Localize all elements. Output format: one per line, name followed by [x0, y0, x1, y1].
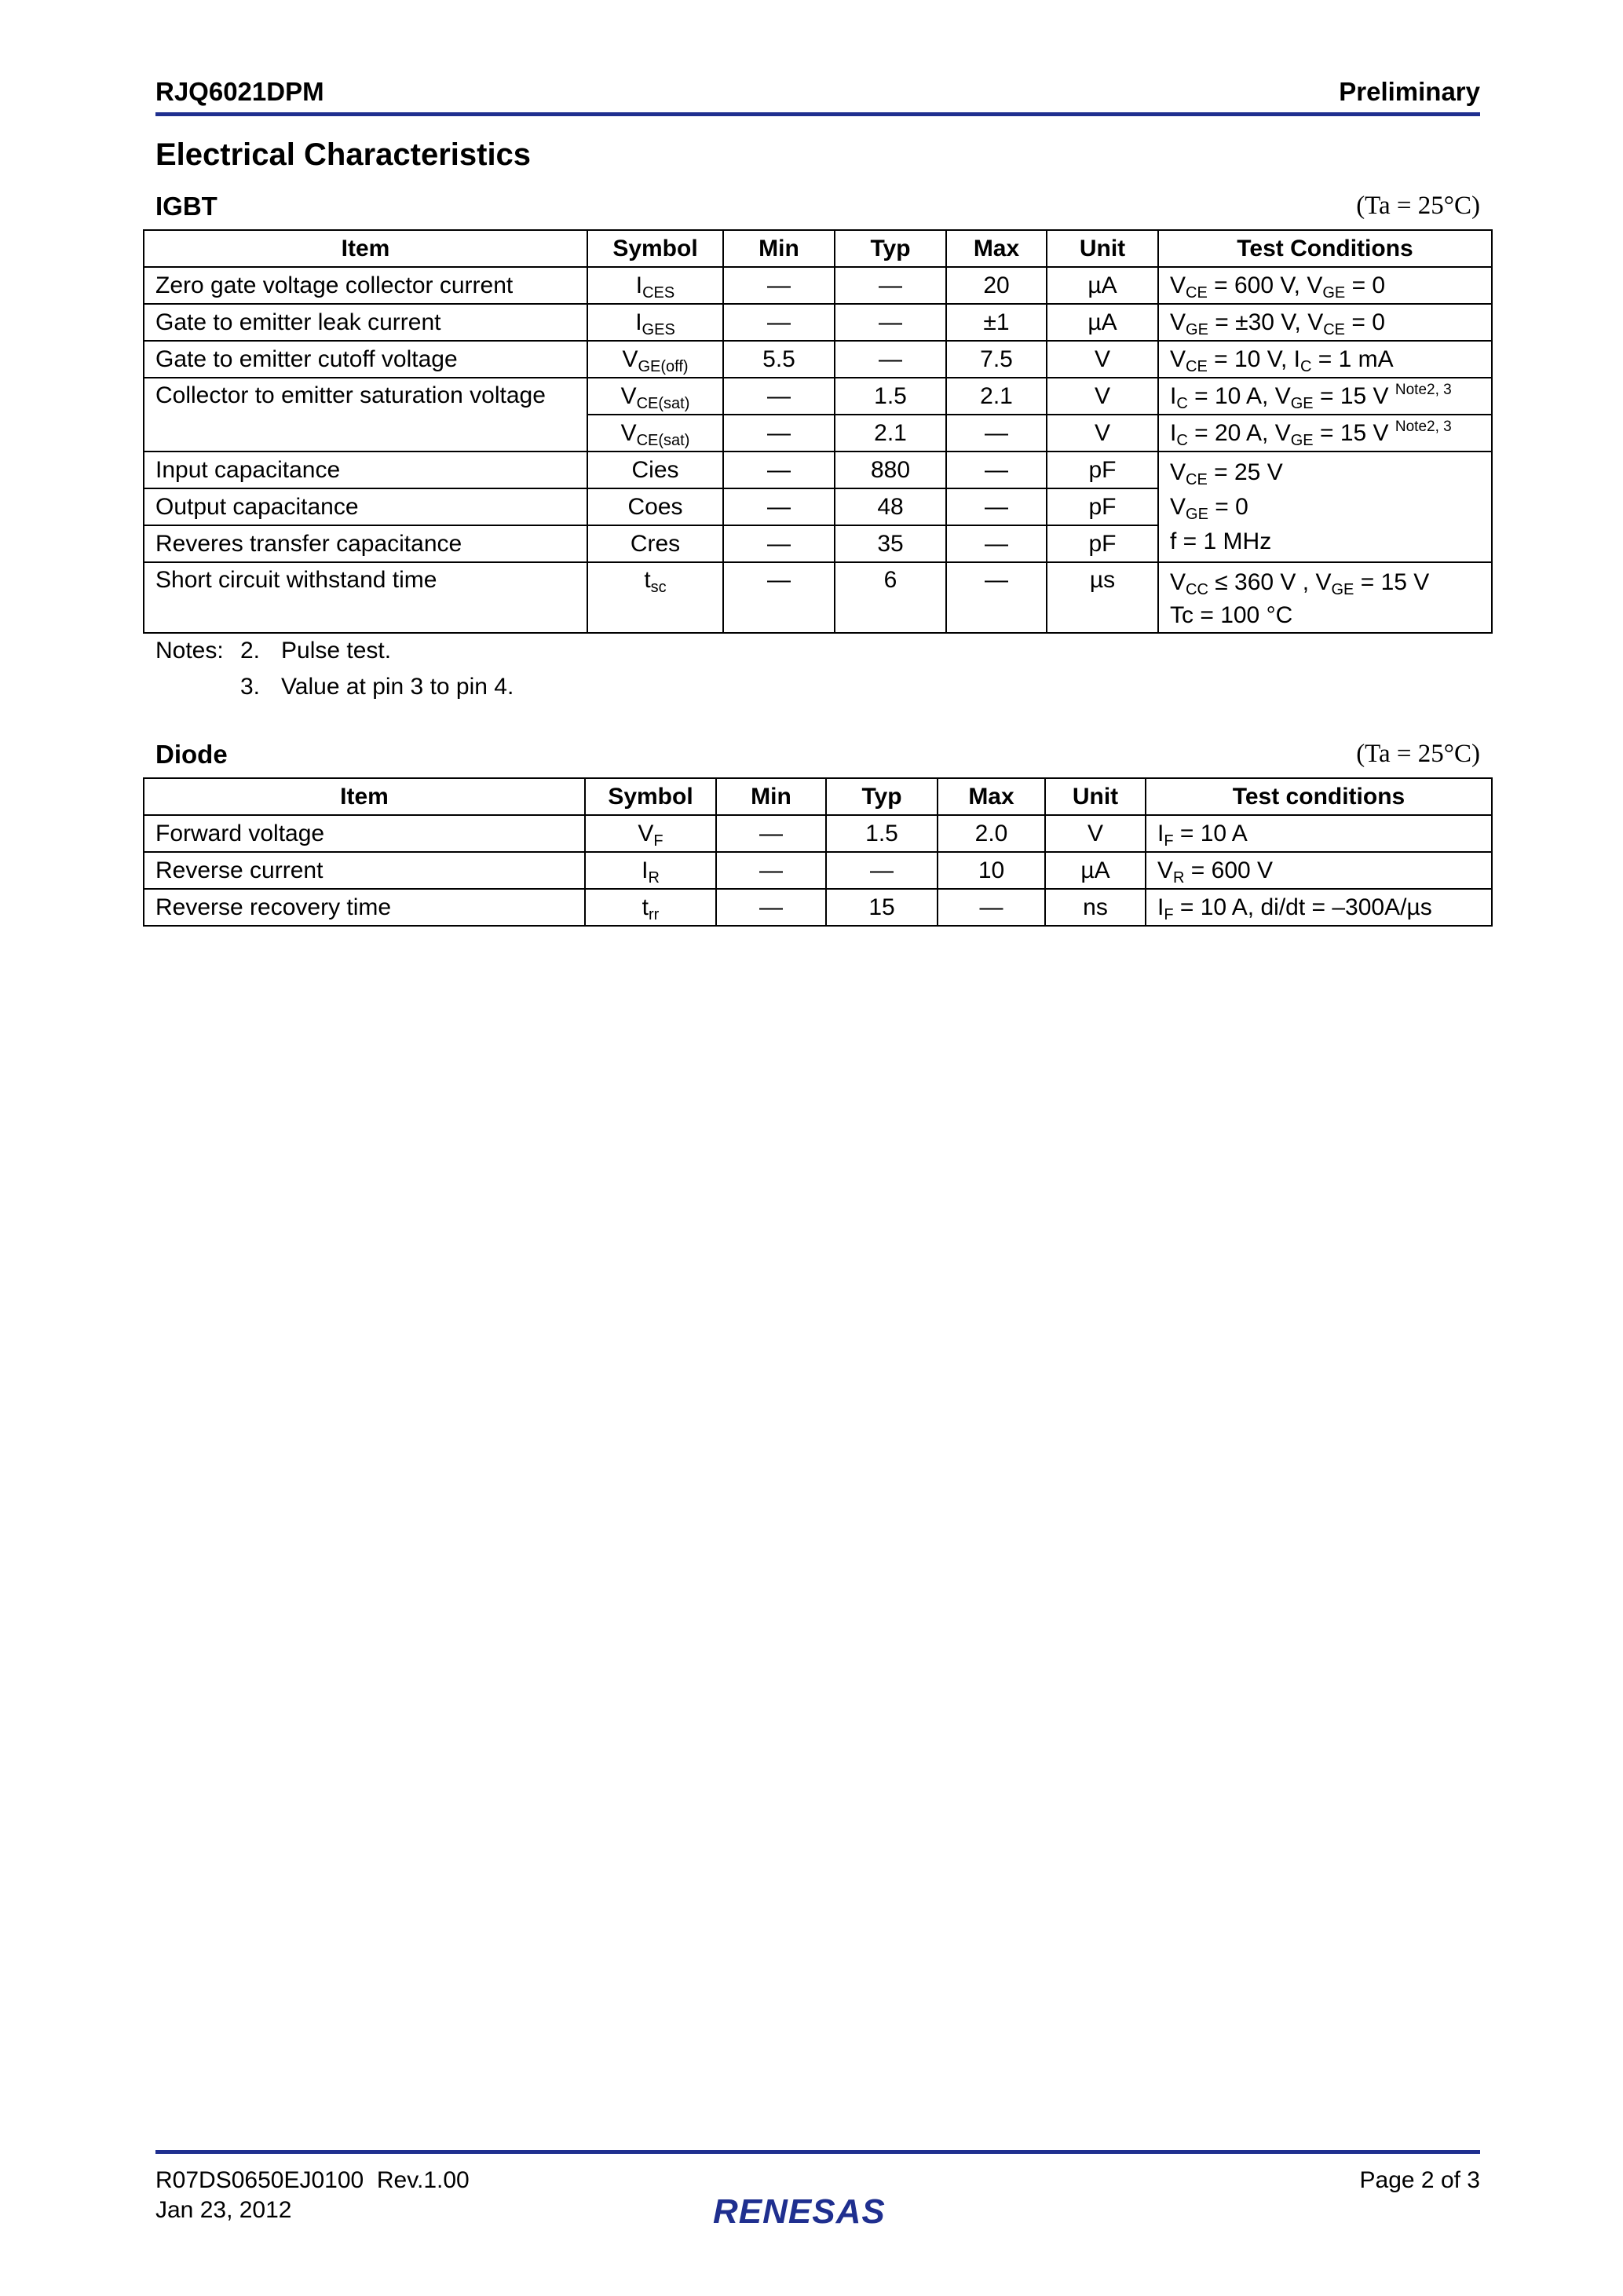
cell-typ: 2.1 — [835, 415, 946, 452]
cell-item: Gate to emitter leak current — [144, 304, 587, 341]
cell-test-conditions: $V_{CC} \le 360$ V , $V_{GE} = 15$ V Tc = 100 °C — [1158, 562, 1492, 633]
col-header-unit: Unit — [1047, 230, 1158, 267]
cell-symbol: $I_R$ — [585, 852, 716, 889]
cell-test-conditions: $V_{CE} = 600$ V, $V_{GE} = 0$ — [1158, 267, 1492, 304]
cell-min: — — [723, 562, 835, 633]
col-header-typ: Typ — [835, 230, 946, 267]
cell-symbol: Cies — [587, 452, 723, 488]
cell-typ: 48 — [835, 488, 946, 525]
igbt-characteristics-table — [143, 229, 1493, 634]
cell-test-conditions: $I_F = 10$ A, di/dt = –300A/µs — [1146, 889, 1492, 926]
cell-typ: 1.5 — [826, 815, 938, 852]
cell-item: Reverse current — [144, 852, 585, 889]
col-header-unit: Unit — [1045, 778, 1146, 815]
cell-unit: pF — [1047, 525, 1158, 562]
cell-min: — — [716, 815, 826, 852]
cell-min: — — [723, 267, 835, 304]
cell-unit: µs — [1047, 562, 1158, 633]
cell-typ: 15 — [826, 889, 938, 926]
cell-max: ±1 — [946, 304, 1047, 341]
cell-item: Zero gate voltage collector current — [144, 267, 587, 304]
cell-max: 20 — [946, 267, 1047, 304]
part-number: RJQ6021DPM — [155, 77, 324, 106]
cell-min: — — [723, 415, 835, 452]
cell-max: 2.1 — [946, 378, 1047, 415]
cell-symbol: $V_F$ — [585, 815, 716, 852]
page-number: Page 2 of 3 — [1359, 2167, 1480, 2193]
cell-typ: 1.5 — [835, 378, 946, 415]
table-row — [144, 852, 1492, 889]
cell-symbol: Coes — [587, 488, 723, 525]
cell-symbol: $t_{rr}$ — [585, 889, 716, 926]
notes — [155, 633, 514, 705]
table-row — [144, 452, 1492, 488]
cell-unit: V — [1047, 378, 1158, 415]
col-header-typ: Typ — [826, 778, 938, 815]
table-row — [144, 341, 1492, 378]
cell-item: Output capacitance — [144, 488, 587, 525]
document-number: R07DS0650EJ0100 — [155, 2167, 364, 2193]
cell-unit: µA — [1047, 267, 1158, 304]
table-row — [144, 562, 1492, 633]
cell-max: — — [946, 452, 1047, 488]
cell-typ: — — [835, 304, 946, 341]
table-header-row — [144, 230, 1492, 267]
cell-symbol: $V_{GE(off)}$ — [587, 341, 723, 378]
note-reference: Note2, 3 — [1395, 418, 1452, 435]
col-header-max: Max — [938, 778, 1045, 815]
cell-item: Forward voltage — [144, 815, 585, 852]
page-title: Electrical Characteristics — [155, 137, 532, 172]
cell-min: 5.5 — [723, 341, 835, 378]
cell-item: Short circuit withstand time — [144, 562, 587, 633]
table-header-row — [144, 778, 1492, 815]
cell-typ: 35 — [835, 525, 946, 562]
cell-test-conditions: $I_F = 10$ A — [1146, 815, 1492, 852]
document-status: Preliminary — [1339, 77, 1480, 106]
col-header-test-conditions: Test conditions — [1146, 778, 1492, 815]
cell-max: 10 — [938, 852, 1045, 889]
note-reference: Note2, 3 — [1395, 381, 1452, 398]
cell-min: — — [723, 525, 835, 562]
cell-item: Input capacitance — [144, 452, 587, 488]
cell-min: — — [723, 452, 835, 488]
note-item: Notes: 2. Pulse test. — [155, 633, 514, 669]
cell-unit: pF — [1047, 452, 1158, 488]
cell-typ: — — [835, 267, 946, 304]
notes-label: Notes: — [155, 638, 224, 664]
cell-typ: 880 — [835, 452, 946, 488]
cell-min: — — [723, 488, 835, 525]
cell-symbol: $I_{CES}$ — [587, 267, 723, 304]
cell-max: — — [946, 562, 1047, 633]
cell-max: — — [946, 488, 1047, 525]
header-divider — [155, 112, 1480, 116]
cell-item: Collector to emitter saturation voltage — [144, 378, 587, 452]
cell-symbol: Cres — [587, 525, 723, 562]
footer-doc-info — [155, 2166, 470, 2225]
table-row — [144, 378, 1492, 415]
igbt-temperature-condition: (Ta = 25°C) — [1356, 192, 1480, 220]
col-header-min: Min — [716, 778, 826, 815]
cell-min: — — [716, 889, 826, 926]
note-item: 3. Value at pin 3 to pin 4. — [240, 674, 514, 700]
revision: Rev.1.00 — [376, 2167, 470, 2193]
cell-min: — — [716, 852, 826, 889]
cell-item: Reverse recovery time — [144, 889, 585, 926]
col-header-test-conditions: Test Conditions — [1158, 230, 1492, 267]
cell-unit: pF — [1047, 488, 1158, 525]
col-header-symbol: Symbol — [585, 778, 716, 815]
cell-item: Reveres transfer capacitance — [144, 525, 587, 562]
cell-test-conditions: $I_C = 10$ A, $V_{GE} = 15$ V $^{Note2, 3}$ — [1158, 378, 1492, 415]
issue-date: Jan 23, 2012 — [155, 2197, 292, 2223]
cell-typ: — — [835, 341, 946, 378]
cell-symbol: $I_{GES}$ — [587, 304, 723, 341]
cell-unit: V — [1047, 341, 1158, 378]
cell-test-conditions-capacitance: $V_{CE} = 25$ V $V_{GE} = 0$ f = 1 MHz — [1158, 452, 1492, 562]
diode-temperature-condition: (Ta = 25°C) — [1356, 740, 1480, 768]
cell-max: 7.5 — [946, 341, 1047, 378]
cell-symbol: $V_{CE(sat)}$ — [587, 378, 723, 415]
cell-unit: µA — [1047, 304, 1158, 341]
table-row — [144, 267, 1492, 304]
cell-max: — — [946, 525, 1047, 562]
table-row — [144, 304, 1492, 341]
col-header-item: Item — [144, 230, 587, 267]
cell-test-conditions: $V_R = 600$ V — [1146, 852, 1492, 889]
table-row — [144, 889, 1492, 926]
cell-typ: 6 — [835, 562, 946, 633]
cell-unit: ns — [1045, 889, 1146, 926]
renesas-logo: RENESAS — [713, 2192, 886, 2231]
cell-unit: V — [1045, 815, 1146, 852]
cell-max: 2.0 — [938, 815, 1045, 852]
table-row — [144, 815, 1492, 852]
cell-item: Gate to emitter cutoff voltage — [144, 341, 587, 378]
cell-unit: µA — [1045, 852, 1146, 889]
col-header-symbol: Symbol — [587, 230, 723, 267]
igbt-section-title: IGBT — [155, 192, 217, 221]
footer-divider — [155, 2150, 1480, 2154]
cell-test-conditions: $V_{GE} = \pm 30$ V, $V_{CE} = 0$ — [1158, 304, 1492, 341]
cell-max: — — [938, 889, 1045, 926]
cell-unit: V — [1047, 415, 1158, 452]
cell-min: — — [723, 304, 835, 341]
col-header-max: Max — [946, 230, 1047, 267]
col-header-item: Item — [144, 778, 585, 815]
cell-min: — — [723, 378, 835, 415]
cell-test-conditions: $V_{CE} = 10$ V, $I_C = 1$ mA — [1158, 341, 1492, 378]
cell-symbol: $V_{CE(sat)}$ — [587, 415, 723, 452]
cell-test-conditions: $I_C = 20$ A, $V_{GE} = 15$ V $^{Note2, 3}$ — [1158, 415, 1492, 452]
cell-typ: — — [826, 852, 938, 889]
cell-max: — — [946, 415, 1047, 452]
diode-characteristics-table — [143, 777, 1493, 927]
diode-section-title: Diode — [155, 740, 228, 769]
cell-symbol: $t_{sc}$ — [587, 562, 723, 633]
col-header-min: Min — [723, 230, 835, 267]
